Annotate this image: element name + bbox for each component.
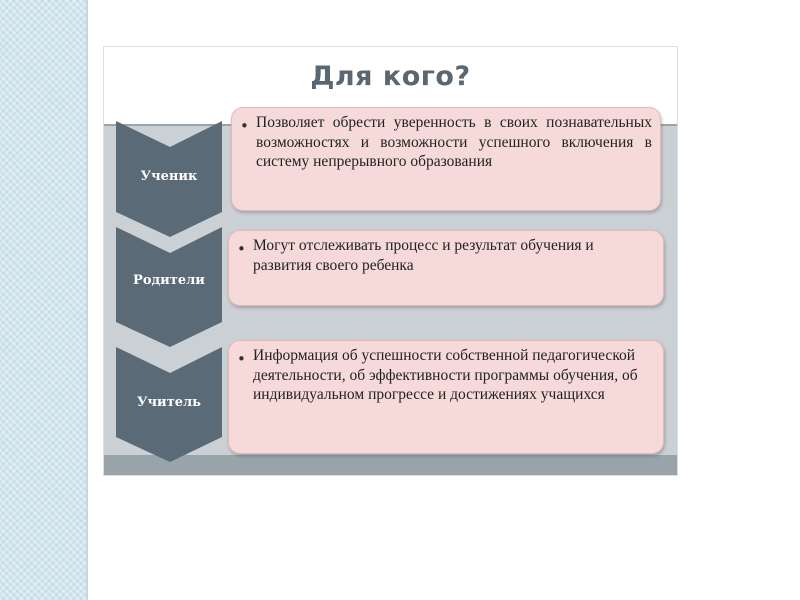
bullet-marker: •: [237, 240, 246, 258]
bullet-marker: •: [237, 350, 246, 368]
slide-title: Для кого?: [310, 61, 471, 92]
info-box-teacher: [228, 340, 664, 454]
chevron-label-teacher: Учитель: [136, 395, 202, 410]
info-text-parents: Могут отслеживать процесс и результат обучения и развития своего ребенка: [253, 237, 594, 274]
chevron-label-parents: Родители: [133, 273, 205, 288]
info-text-teacher: Информация об успешности собственной педагогической деятельности, об эффективности программы обучения, об индивидуальном прогрессе и достижениях учащихся: [253, 347, 638, 403]
chevron-label-student: Ученик: [140, 169, 198, 184]
bullet-marker: •: [240, 117, 249, 135]
info-box-student: [231, 107, 661, 211]
info-text-student: Позволяет обрести уверенность в своих познавательных возможностях и возможности успешного включения в систему непрерывного образования: [256, 114, 652, 170]
slide: [103, 46, 678, 476]
info-box-parents: [228, 230, 664, 306]
decorative-side-strip: [0, 0, 88, 600]
